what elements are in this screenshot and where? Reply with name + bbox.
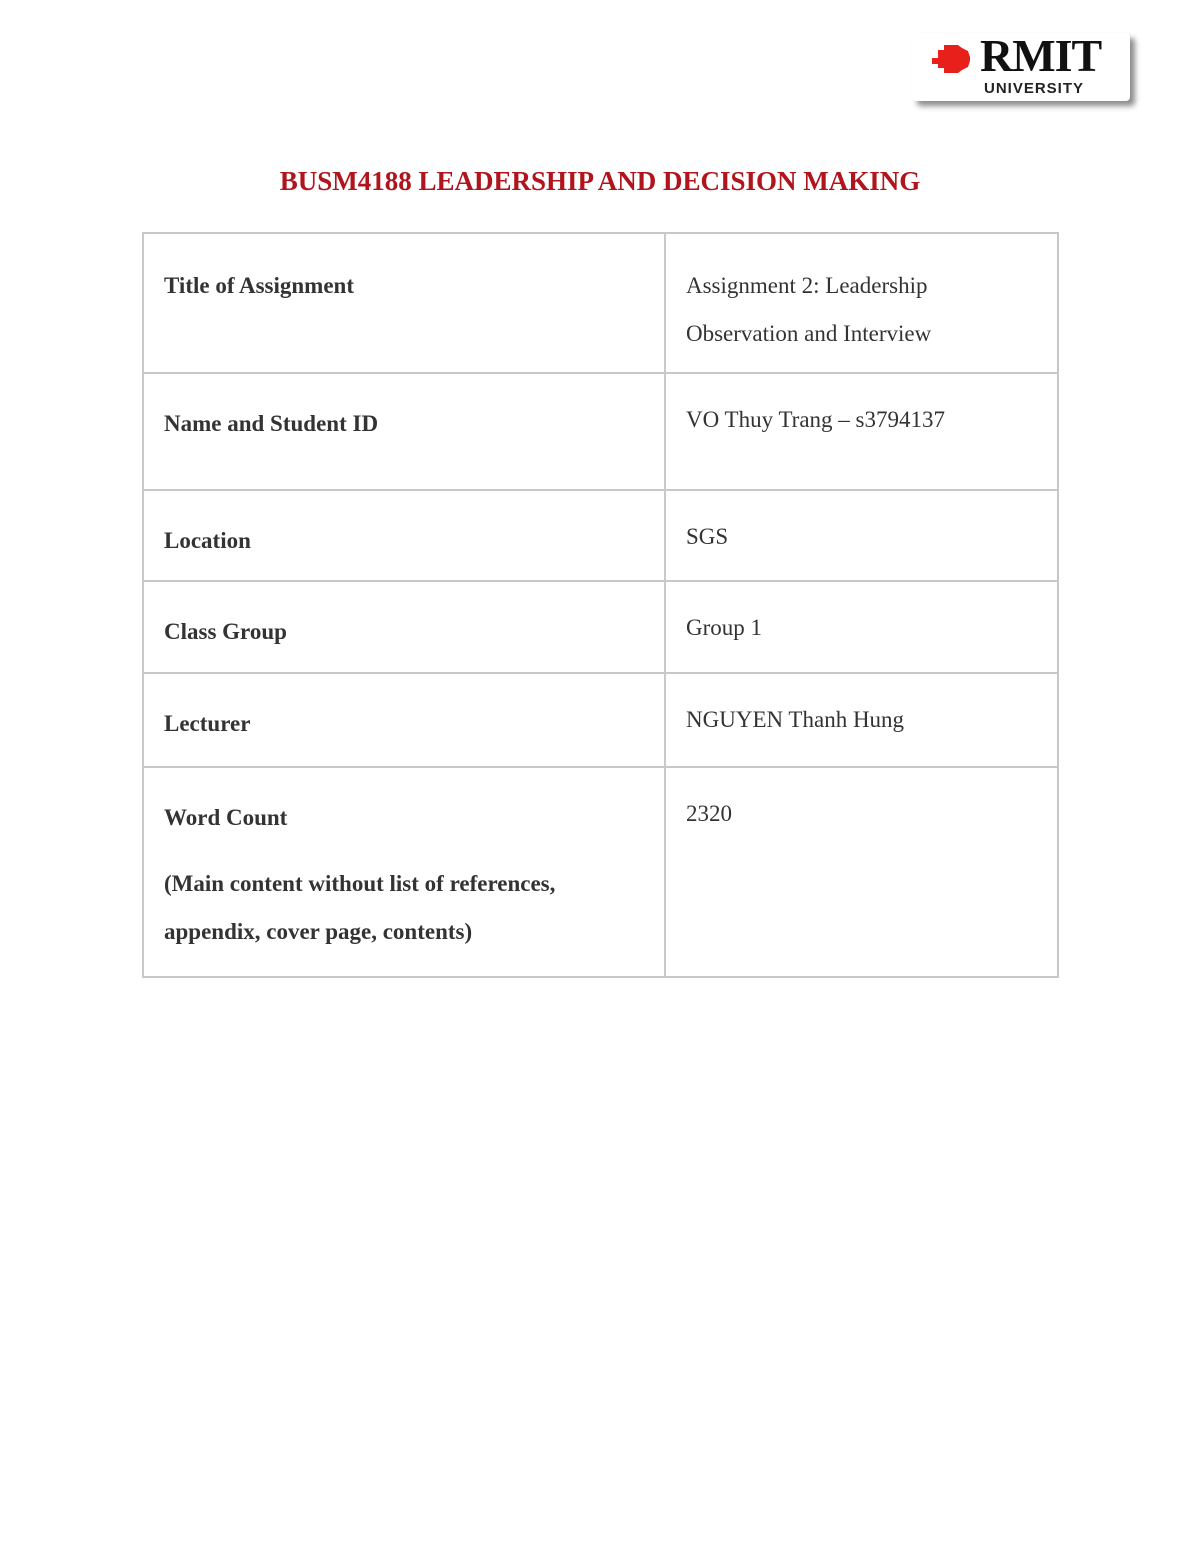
row-value: Assignment 2: Leadership Observation and Interview <box>686 273 932 346</box>
table-row <box>143 233 1058 373</box>
table-row <box>143 767 1058 977</box>
cover-info-table <box>142 232 1059 978</box>
table-row <box>143 581 1058 673</box>
table-row <box>143 373 1058 490</box>
row-value: 2320 <box>686 801 732 826</box>
rmit-pixel-icon <box>930 43 972 75</box>
row-label: Name and Student ID <box>164 411 379 436</box>
row-label: Class Group <box>164 619 287 644</box>
table-row <box>143 490 1058 581</box>
logo-wordmark: RMIT <box>980 30 1102 81</box>
row-label: Location <box>164 528 251 553</box>
row-label: Title of Assignment <box>164 273 354 298</box>
table-row <box>143 673 1058 767</box>
row-value: SGS <box>686 524 729 549</box>
row-label: Word Count <box>164 805 288 830</box>
row-value: VO Thuy Trang – s3794137 <box>686 407 945 432</box>
row-label: Lecturer <box>164 711 251 736</box>
row-value: NGUYEN Thanh Hung <box>686 707 905 732</box>
row-value: Group 1 <box>686 615 763 640</box>
rmit-logo <box>912 30 1130 101</box>
course-title: BUSM4188 LEADERSHIP AND DECISION MAKING <box>279 166 921 196</box>
row-note: (Main content without list of references, appendix, cover page, contents) <box>164 871 556 944</box>
logo-subtitle: UNIVERSITY <box>984 80 1085 97</box>
